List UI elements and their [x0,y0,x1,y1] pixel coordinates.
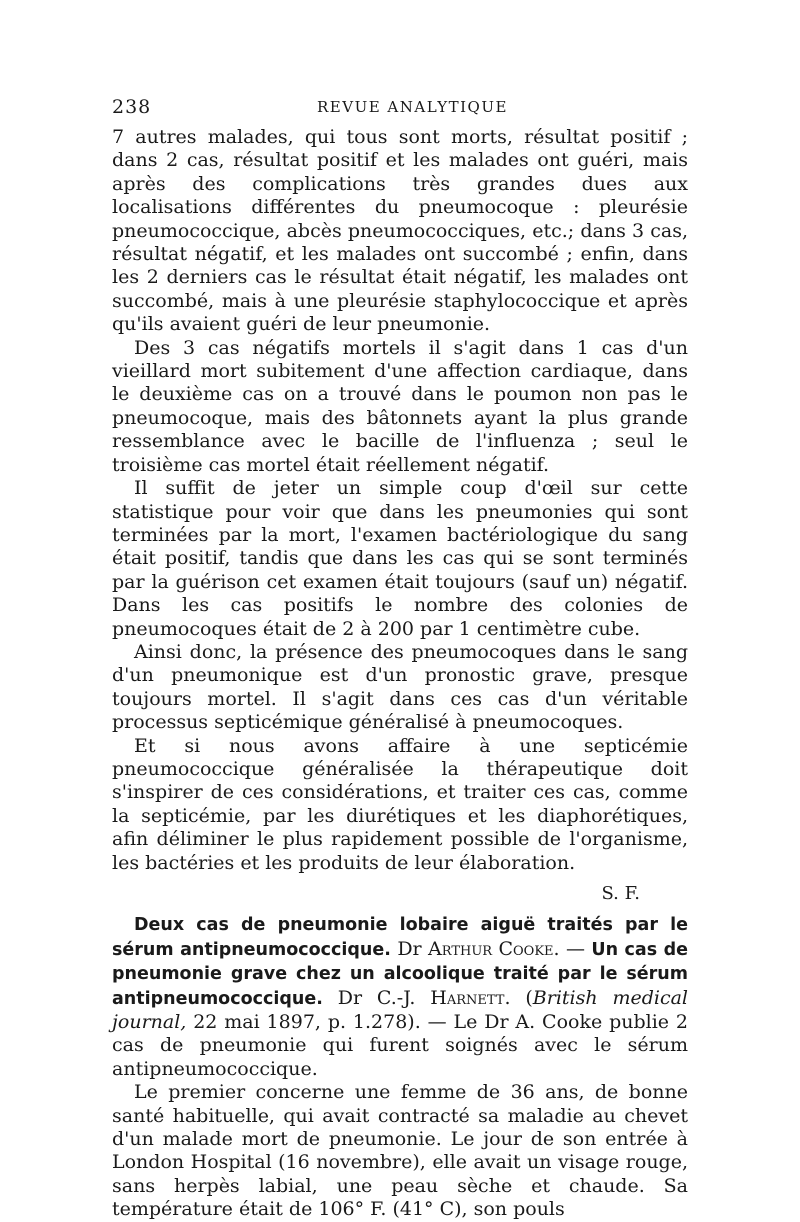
paragraph-negative-cases: Des 3 cas négatifs mortels il s'agit dans 1 cas d'un vieillard mort subitement d'une affection cardiaque, dans le deuxième cas on a trouvé dans le poumon non pas le pneumocoque, mais des bâtonnets ayant la plus grande ressemblance avec le bacille de l'influenza ; seul le troisième cas mortel était réellement négatif. [112,336,688,476]
author-1-prefix: Dr [397,937,429,960]
author-1-name: Arthur Cooke [428,937,554,960]
page-number: 238 [112,96,152,118]
body-text [112,126,688,1222]
running-head [112,96,688,122]
citation-rest: 22 mai 1897, p. 1.278). — Le Dr A. Cooke publie 2 cas de pneumonie qui furent soignés avec le sérum antipneumococcique. [112,1011,688,1080]
separator-1: . — [553,937,592,960]
paragraph-prognosis: Ainsi donc, la présence des pneumocoques dans le sang d'un pneumonique est d'un pronostic grave, presque toujours mortel. Il s'agit dans ces cas d'un véritable processus septicémique généralisé à pneumocoques. [112,640,688,734]
paragraph-therapy: Et si nous avons affaire à une septicémie pneumococcique généralisée la thérapeutique doit s'inspirer de ces considérations, et traiter ces cas, comme la septicémie, par les diurétiques et les diaphorétiques, afin déliminer le plus rapidement possible de l'organisme, les bactéries et les produits de leur élaboration. [112,734,688,874]
article-title-1: Deux cas de pneumonie lobaire aiguë traités par le sérum antipneumococcique. [112,915,688,960]
author-2-name: C.-J. Harnett [376,986,505,1009]
article-title-2: Un cas de pneumonie grave chez un alcoolique traité par le sérum antipneumococcique. [112,939,688,1009]
paragraph-continuation: 7 autres malades, qui tous sont morts, résultat positif ; dans 2 cas, résultat positif et les malades ont guéri, mais après des complications très grandes dues aux localisations différentes du pneumocoque : pleurésie pneumococcique, abcès pneumococciques, etc.; dans 3 cas, résultat négatif, et les malades ont succombé ; enfin, dans les 2 derniers cas le résultat était négatif, les malades ont succombé, mais à une pleurésie staphylococcique et après qu'ils avaient guéri de leur pneumonie. [112,126,688,336]
paragraph-statistics: Il suffit de jeter un simple coup d'œil sur cette statistique pour voir que dans les pneumonies qui sont terminées par la mort, l'examen bactériologique du sang était positif, tandis que dans les cas qui se sont terminés par la guérison cet examen était toujours (sauf un) négatif. Dans les cas positifs le nombre des colonies de pneumocoques était de 2 à 200 par 1 centimètre cube. [112,477,688,640]
article-entry [112,913,688,1081]
citation-open: . ( [504,986,533,1009]
running-title: REVUE ANALYTIQUE [317,98,508,116]
journal-name: British medical journal, [112,986,689,1034]
signature: S. F. [601,883,640,904]
author-2-prefix: Dr [322,986,377,1009]
paragraph-first-case: Le premier concerne une femme de 36 ans, de bonne santé habituelle, qui avait contracté sa maladie au chevet d'un malade mort de pneumonie. Le jour de son entrée à London Hospital (16 novembre), elle avait un visage rouge, sans herpès labial, une peau sèche et chaude. Sa température était de 106° F. (41° C), son pouls [112,1081,688,1221]
